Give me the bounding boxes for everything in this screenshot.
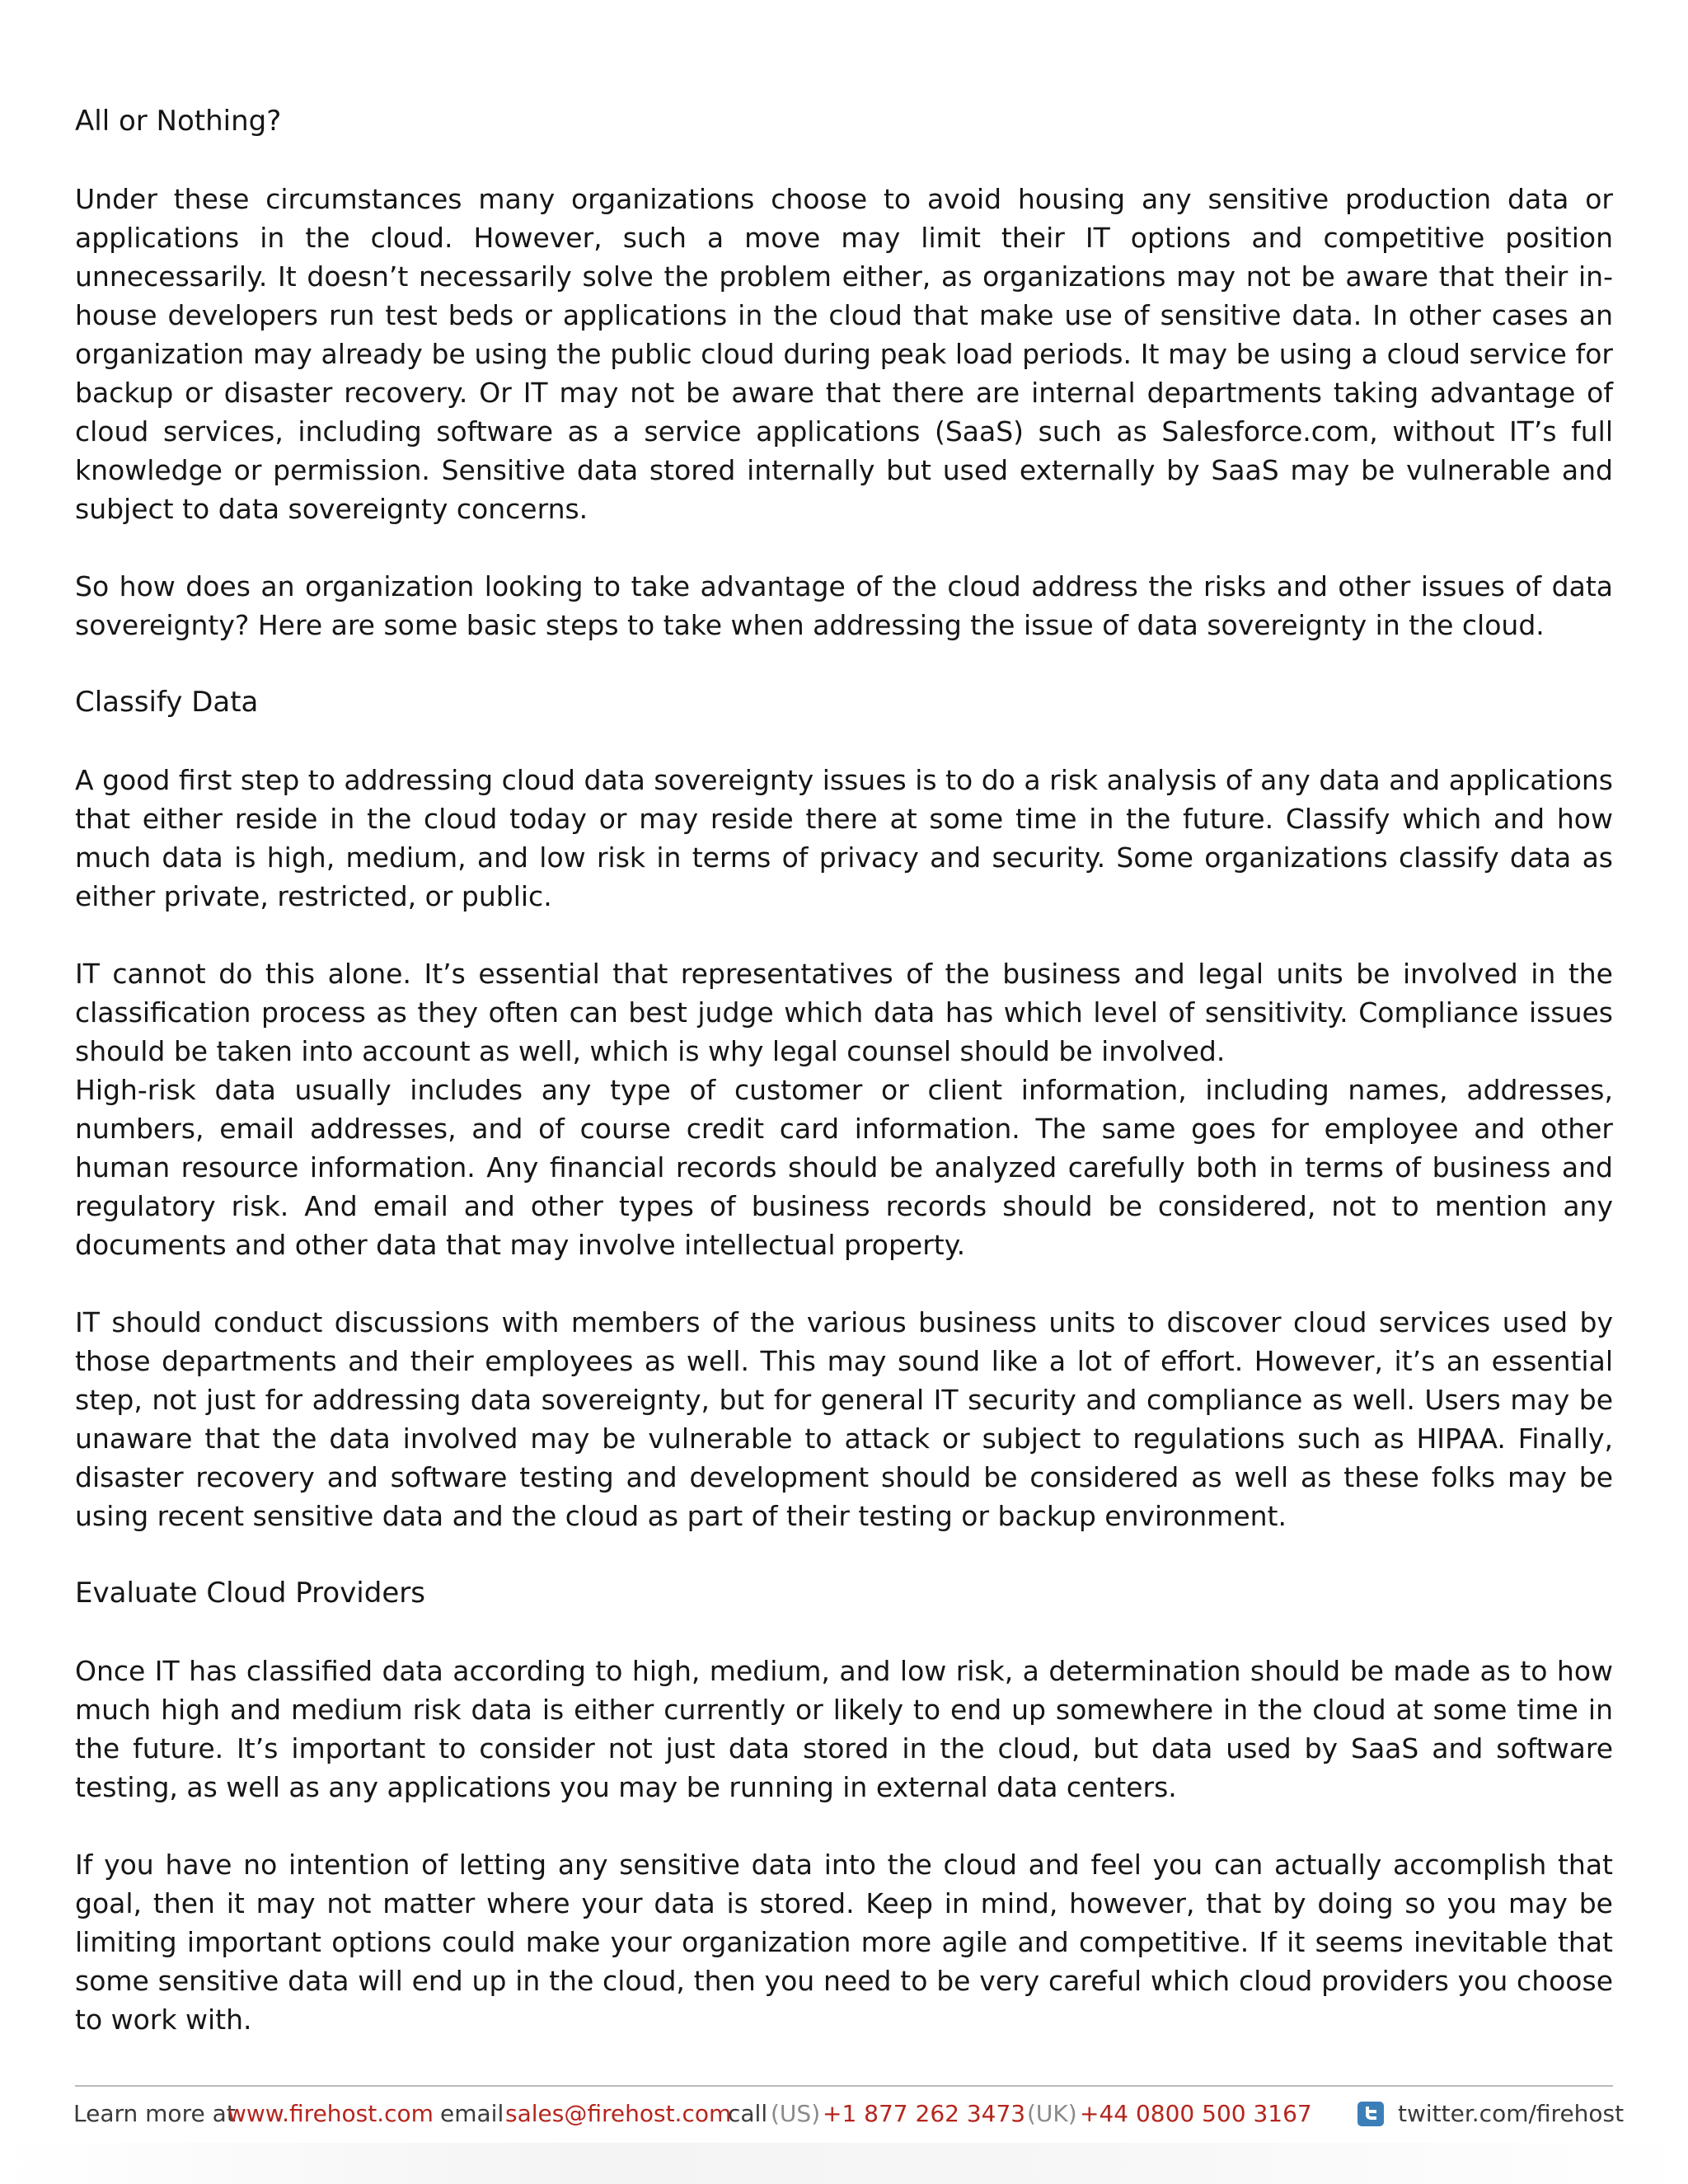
- learn-more-label: Learn more at: [73, 2100, 236, 2127]
- uk-phone-link[interactable]: +44 0800 500 3167: [1080, 2100, 1312, 2127]
- uk-label: (UK): [1027, 2100, 1077, 2127]
- footer-contact-bar: [73, 2097, 1625, 2131]
- us-label: (US): [771, 2100, 821, 2127]
- email-label: email: [440, 2100, 504, 2127]
- call-label: call: [728, 2100, 768, 2127]
- twitter-handle-link[interactable]: twitter.com/firehost: [1398, 2100, 1625, 2127]
- page-bottom-shade: [0, 2143, 1688, 2184]
- article-body: [75, 102, 1613, 2039]
- paragraph: If you have no intention of letting any sensitive data into the cloud and feel you can actually accomplish that goal, then it may not matter where your data is stored. Keep in mind, however, that by doing so you may be limiting important options could make your organization more agile and competitive. If it seems inevitable that some sensitive data will end up in the cloud, then you need to be very careful which cloud providers you choose to work with.: [75, 1849, 1613, 2036]
- heading-evaluate-cloud-providers: Evaluate Cloud Providers: [75, 1577, 425, 1610]
- email-link[interactable]: sales@firehost.com: [505, 2100, 732, 2127]
- website-link[interactable]: www.firehost.com: [227, 2100, 434, 2127]
- heading-all-or-nothing: All or Nothing?: [75, 105, 282, 138]
- us-phone-link[interactable]: +1 877 262 3473: [823, 2100, 1026, 2127]
- heading-classify-data: Classify Data: [75, 686, 259, 719]
- paragraph: IT cannot do this alone. It’s essential that representatives of the business and legal units be involved in the classification process as they often can best judge which data has which level of sensitivity. Compliance issues should be taken into account as well, which is why legal counsel should be involved.: [75, 958, 1613, 1067]
- paragraph: High-risk data usually includes any type of customer or client information, including names, addresses, numbers, email addresses, and of course credit card information. The same goes for employee and other human resource information. Any financial records should be analyzed carefully both in terms of business and regulatory risk. And email and other types of business records should be considered, not to mention any documents and other data that may involve intellectual property.: [75, 1074, 1613, 1261]
- paragraph: IT should conduct discussions with members of the various business units to discover cloud services used by those departments and their employees as well. This may sound like a lot of effort. However, it’s an essential step, not just for addressing data sovereignty, but for general IT security and compliance as well. Users may be unaware that the data involved may be vulnerable to attack or subject to regulations such as HIPAA. Finally, disaster recovery and software testing and development should be considered as well as these folks may be using recent sensitive data and the cloud as part of their testing or backup environment.: [75, 1306, 1613, 1532]
- paragraph: A good first step to addressing cloud data sovereignty issues is to do a risk analysis of any data and applications that either reside in the cloud today or may reside there at some time in the future. Classify which and how much data is high, medium, and low risk in terms of privacy and security. Some organizations classify data as either private, restricted, or public.: [75, 764, 1613, 912]
- paragraph: So how does an organization looking to take advantage of the cloud address the risks and other issues of data sovereignty? Here are some basic steps to take when addressing the issue of data sovereignty in the cloud.: [75, 570, 1613, 641]
- twitter-icon[interactable]: [1357, 2102, 1384, 2126]
- paragraph: Under these circumstances many organizations choose to avoid housing any sensitive production data or applications in the cloud. However, such a move may limit their IT options and competitive position unnecessarily. It doesn’t necessarily solve the problem either, as organizations may not be aware that their in-house developers run test beds or applications in the cloud that make use of sensitive data. In other cases an organization may already be using the public cloud during peak load periods. It may be using a cloud service for backup or disaster recovery. Or IT may not be aware that there are internal departments taking advantage of cloud services, including software as a service applications (SaaS) such as Salesforce.com, without IT’s full knowledge or permission. Sensitive data stored internally but used externally by SaaS may be vulnerable and subject to data sovereignty concerns.: [75, 183, 1613, 525]
- paragraph: Once IT has classified data according to high, medium, and low risk, a determination should be made as to how much high and medium risk data is either currently or likely to end up somewhere in the cloud at some time in the future. It’s important to consider not just data stored in the cloud, but data used by SaaS and software testing, as well as any applications you may be running in external data centers.: [75, 1655, 1613, 1803]
- footer-divider: [75, 2085, 1613, 2087]
